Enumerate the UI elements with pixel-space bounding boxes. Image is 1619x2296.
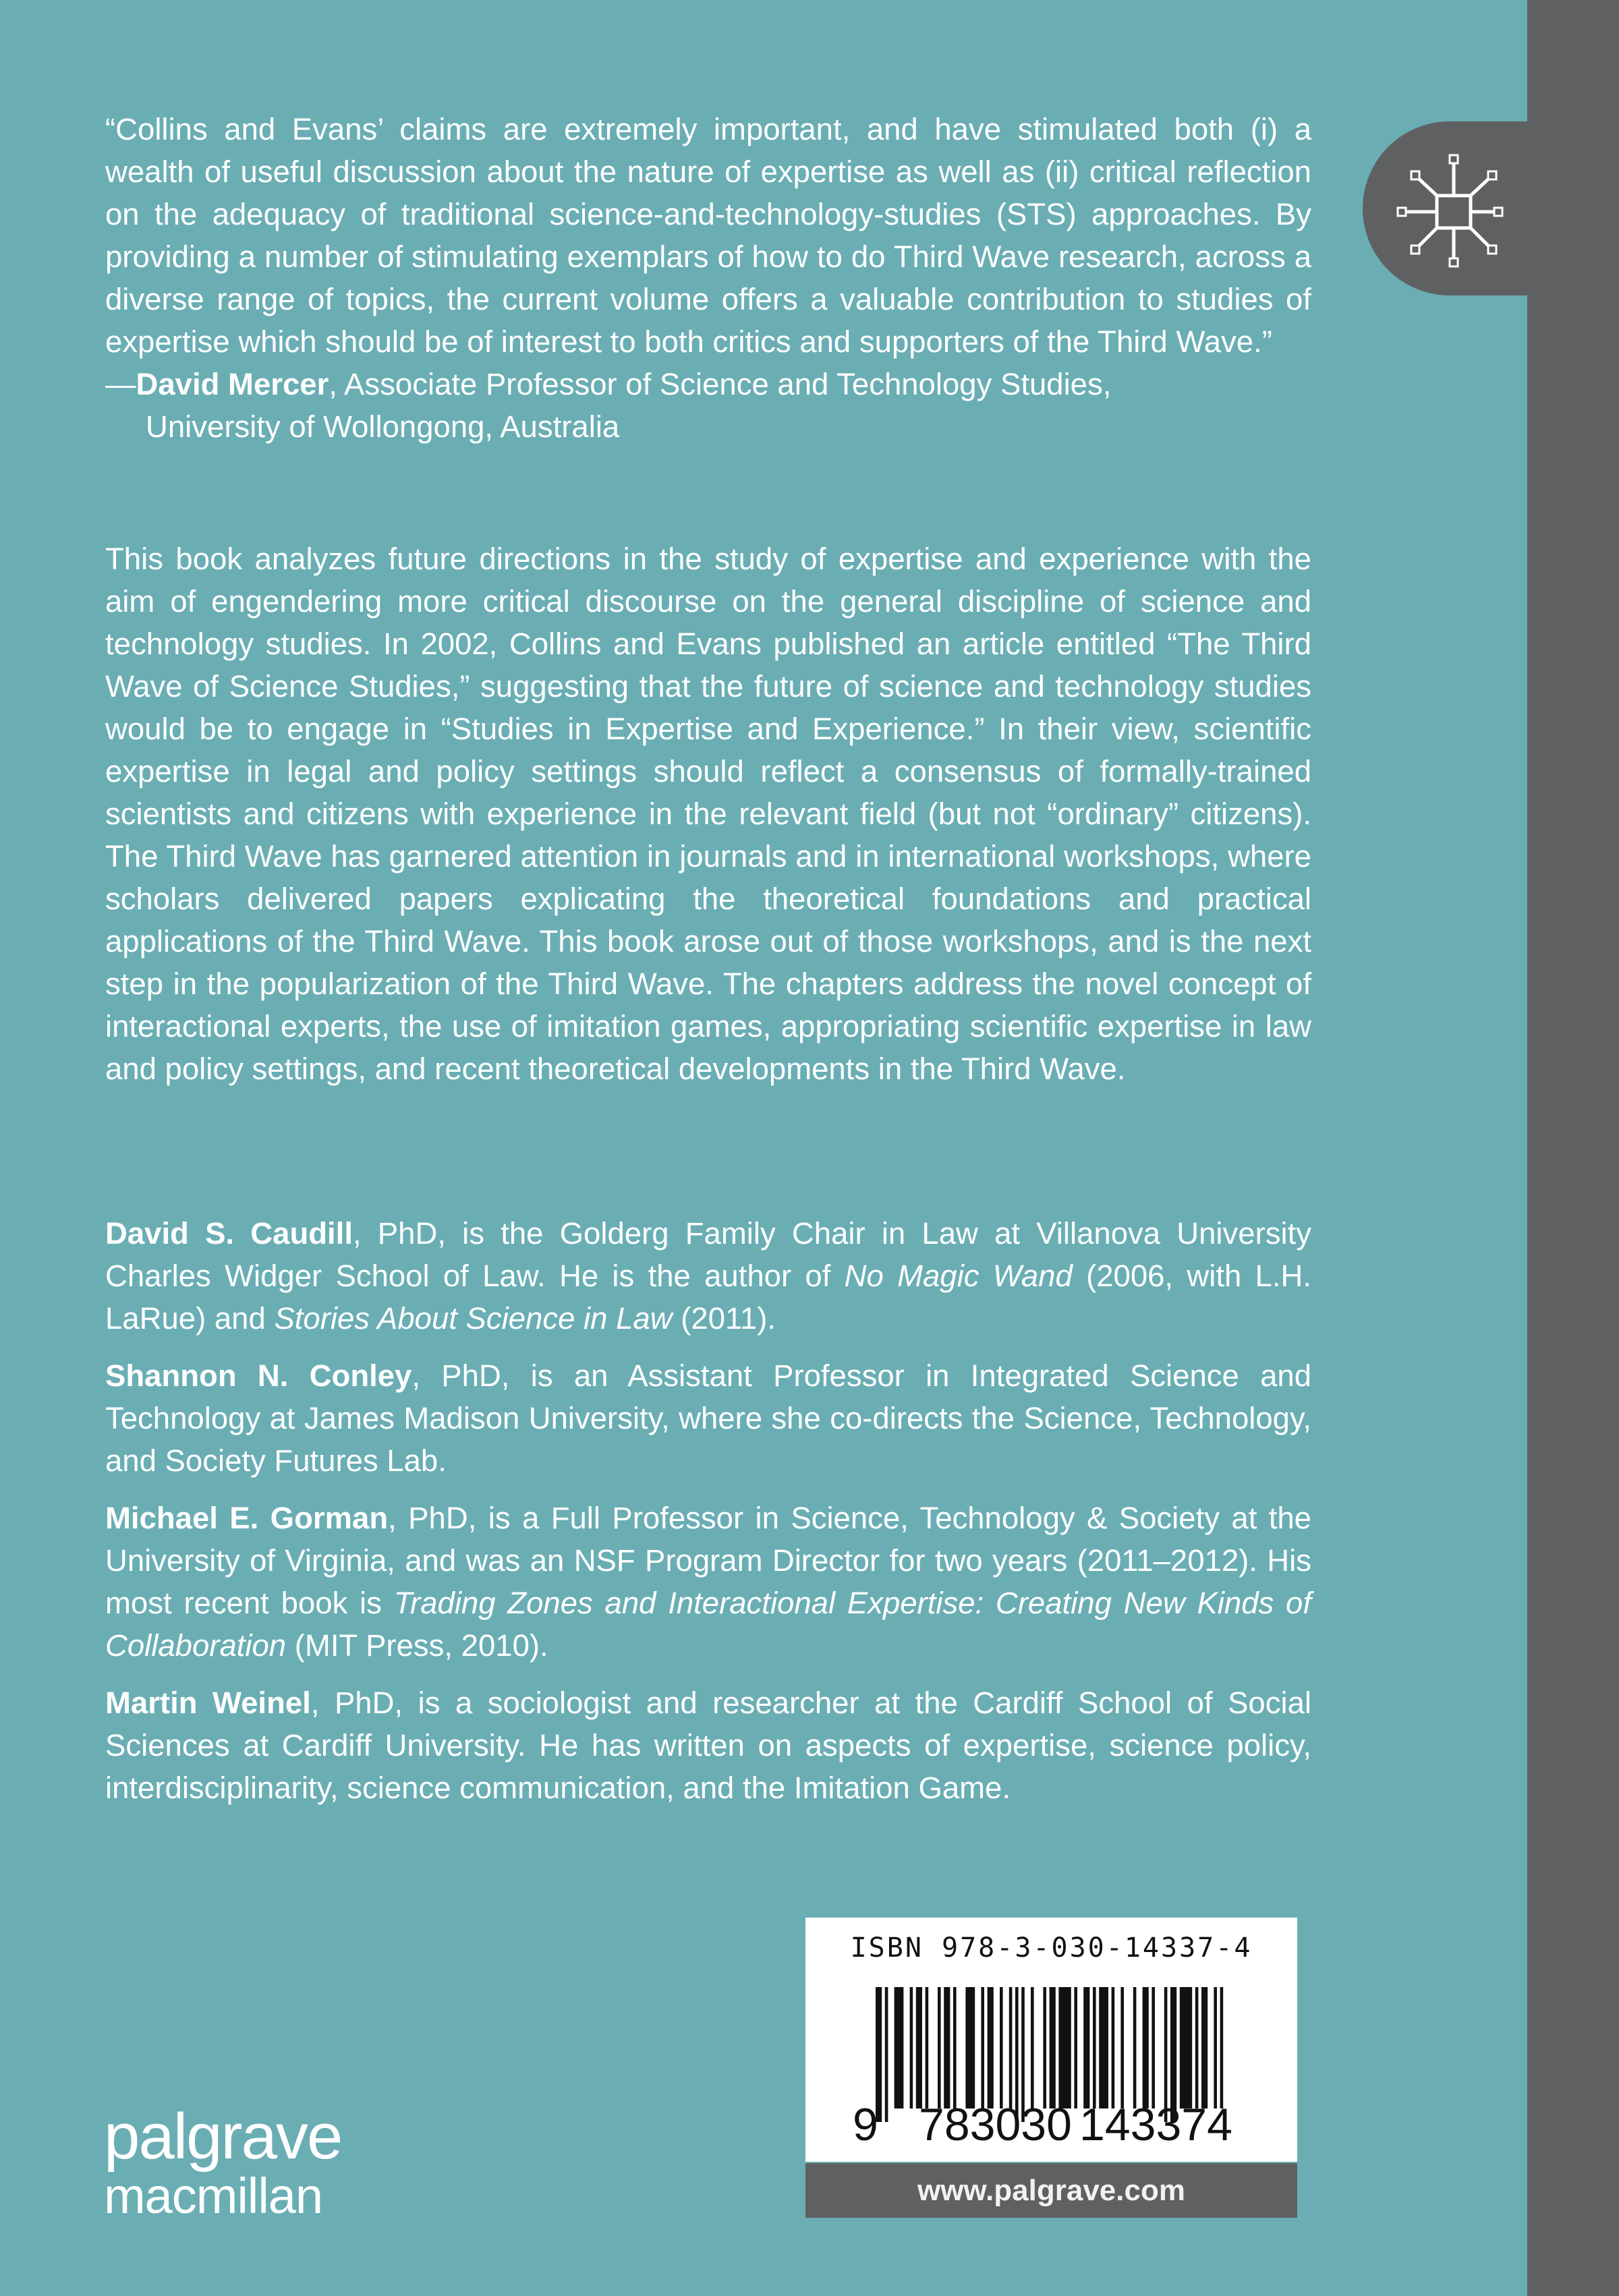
bio-weinel [105,1682,1311,1809]
barcode-bar [910,1987,913,2108]
description-text: This book analyzes future directions in the study of expertise and experience with the aim of engendering more critical discourse on the general discipline of science and technology studies. In 2002, Collins and Evans published an article entitled “The Third Wave of Science Studies,” suggesting that the future of science and technology studies would be to engage in “Studies in Expertise and Experience.” In their view, scientific expertise in legal and policy settings should reflect a consensus of formally-trained scientists and citizens with experience in the relevant field (but not “ordinary” citizens). The Third Wave has garnered attention in journals and in international workshops, where scholars delivered papers explicating the theoretical foundations and practical applications of the Third Wave. This book arose out of those workshops, and is the next step in the popularization of the Third Wave. The chapters address the novel concept of interactional experts, the use of imitation games, appropriating scientific expertise in law and policy settings, and recent theoretical developments in the Third Wave. [105,542,1311,1086]
barcode-bar [965,1987,975,2108]
book-title: No Magic Wand [844,1259,1073,1293]
barcode-bar [916,1987,922,2108]
barcode-bar [926,1987,929,2108]
barcode-bar [1000,1987,1003,2108]
logo-line-2: macmillan [104,2168,323,2224]
bio-name: Martin Weinel [105,1686,311,1720]
bio-text: , PhD, is a sociologist and researcher at the Cardiff School of Social Sciences at Cardiff University. He has written on aspects of expertise, science policy, interdisciplinarity, science communication, and the Imitation Game. [105,1686,1311,1805]
dash: — [105,367,136,401]
network-node-icon [1396,148,1504,270]
barcode [805,1918,1297,2162]
barcode-digits-left: 783030 [919,2099,1072,2150]
barcode-digits-right: 143374 [1079,2099,1232,2150]
barcode-bar [885,1987,888,2122]
bio-name: Michael E. Gorman [105,1501,389,1535]
bio-caudill [105,1212,1311,1340]
barcode-bar [1220,1987,1224,2108]
bio-text: (2011). [672,1301,776,1336]
bio-text: (2006, with L.H. LaRue) and [105,1259,1312,1336]
barcode-digit-prefix: 9 [853,2099,878,2150]
barcode-bar [1043,1987,1046,2108]
publisher-website: www.palgrave.com [805,2163,1297,2218]
bio-text: (MIT Press, 2010). [286,1628,548,1663]
quote-author: David Mercer [136,367,329,401]
barcode-bar [938,1987,941,2108]
book-spine [1527,0,1619,2296]
quote-text: “Collins and Evans’ claims are extremely important, and have stimulated both (i) a wealth of useful discussion about the nature of expertise as well as (ii) critical reflection on the adequacy of traditional science-and-technology-studies (STS) approaches. By providing a number of stimulating exemplars of how to do Third Wave research, across a diverse range of topics, the current volume offers a valuable contribution to studies of expertise which should be of interest to both critics and supporters of the Third Wave.” [105,112,1311,359]
barcode-bar [1214,1987,1217,2108]
barcode-bar [953,1987,957,2108]
barcode-bar [1180,1987,1192,2108]
bio-name: Shannon N. Conley [105,1358,412,1393]
palgrave-macmillan-logo [104,2100,342,2224]
barcode-bar [1074,1987,1077,2108]
barcode-bar [1112,1987,1115,2108]
barcode-bar [1009,1987,1013,2108]
book-title: Stories About Science in Law [274,1301,673,1336]
bio-name: David S. Caudill [105,1216,353,1251]
bio-text: , PhD, is an Assistant Professor in Integrated Science and Technology at James Madison University, where she co-directs the Science, Technology, and Society Futures Lab. [105,1358,1312,1478]
logo-line-1: palgrave [104,2100,342,2173]
author-bios [105,1212,1311,1824]
book-description [105,538,1311,1090]
quote-role: , Associate Professor of Science and Technology Studies, [329,367,1112,401]
barcode-bar [1152,1987,1155,2108]
bio-conley [105,1354,1311,1482]
barcode-bar [1201,1987,1208,2108]
quote-attribution [105,363,1311,448]
bio-gorman [105,1497,1311,1667]
barcode-bar [1093,1987,1096,2108]
barcode-bar [1058,1987,1071,2108]
barcode-bar [1133,1987,1137,2108]
barcode-bar [1031,1987,1034,2108]
barcode-bar [1143,1987,1149,2108]
barcode-bar [1083,1987,1089,2108]
quote-affiliation: University of Wollongong, Australia [146,409,620,444]
book-title: Trading Zones and Interactional Expertise: Creating New Kinds of Collaboration [105,1586,1311,1663]
barcode-bar [894,1987,904,2108]
barcode-bar [1050,1987,1056,2108]
barcode-bar [944,1987,950,2108]
barcode-bar [1120,1987,1124,2108]
barcode-bar [981,1987,984,2108]
bio-text: , PhD, is the Golderg Family Chair in Law at Villanova University Charles Widger School of Law. He is the author of [105,1216,1311,1293]
bio-text: , PhD, is a Full Professor in Science, Technology & Society at the University of Virginia, and was an NSF Program Director for two years (2011–2012). His most recent book is [105,1501,1311,1620]
isbn-label: ISBN 978-3-030-14337-4 [850,1932,1253,1963]
barcode-bar [1195,1987,1199,2108]
endorsement-quote [105,108,1311,448]
barcode-bar [988,1987,994,2108]
barcode-bar [1099,1987,1108,2108]
series-logo-tab [1363,121,1538,295]
